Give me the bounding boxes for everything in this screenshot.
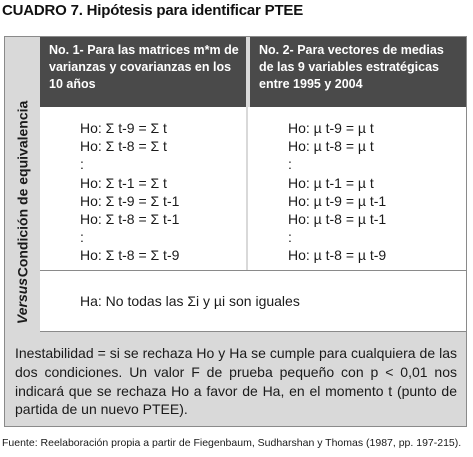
hypothesis-line: Ho: µ t-8 = µ t [288,138,374,155]
header-col-2-line: No. 2- Para vectores de medias [259,43,444,57]
header-col-2-line: entre 1995 y 2004 [259,77,363,91]
hypothesis-line: Ho: Σ t-8 = Σ t [80,138,167,155]
hypothesis-line: : [288,229,292,246]
hypothesis-line: Ho: µ t-8 = µ t-9 [288,247,387,264]
header-col-2 [248,37,466,107]
table-title: CUADRO 7. Hipótesis para identificar PTEE [2,2,304,19]
source-note: Fuente: Reelaboración propia a partir de Fiegenbaum, Sudharshan y Thomas (1987, pp. 197-215). [2,437,462,449]
hypothesis-line: : [80,229,84,246]
hypothesis-line: Ho: µ t-1 = µ t [288,174,374,191]
hypothesis-line: Ho: µ t-9 = µ t [288,120,374,136]
header-col-1-line: 10 años [49,77,96,91]
versus-row [40,270,466,332]
hypothesis-line: Ho: Σ t-9 = Σ t-1 [80,192,180,209]
instability-note: Inestabilidad = si se rechaza Ho y Ha se cumple para cualquiera de las dos condiciones. Un valor F de prueba pequeño con p < 0,01 nos indicará que se rechaza Ho a favor de Ha, en el momento t (punto de partida de un nuevo PTEE). [15,345,457,418]
hypothesis-table [4,36,467,427]
hypothesis-line: Ho: Σ t-8 = Σ t-9 [80,247,180,264]
hypothesis-line: : [80,156,84,173]
header-col-1-line: varianzas y covarianzas en los [49,60,232,74]
alternative-hypothesis: Ha: No todas las Σi y µi son iguales [80,293,300,309]
equivalence-side-label [5,100,40,277]
equivalence-label-text: Condición de equivalencia [14,100,31,277]
hypothesis-line: Ho: µ t-8 = µ t-1 [288,211,387,228]
hypothesis-line: Ho: Σ t-1 = Σ t [80,174,167,191]
header-corner [5,37,40,107]
header-col-1-line: No. 1- Para las matrices m*m de [49,43,239,57]
header-col-1 [40,37,246,107]
matrix-hypotheses-cell [40,107,246,270]
hypothesis-line: Ho: Σ t-9 = Σ t [80,120,167,136]
hypothesis-line: : [288,156,292,173]
hypothesis-line: Ho: Σ t-8 = Σ t-1 [80,211,180,228]
versus-label-text: Versus [14,277,31,325]
header-col-2-line: de las 9 variables estratégicas [259,60,439,74]
hypothesis-line: Ho: µ t-9 = µ t-1 [288,192,387,209]
versus-side-label [5,270,40,332]
vector-hypotheses-cell [248,107,466,270]
